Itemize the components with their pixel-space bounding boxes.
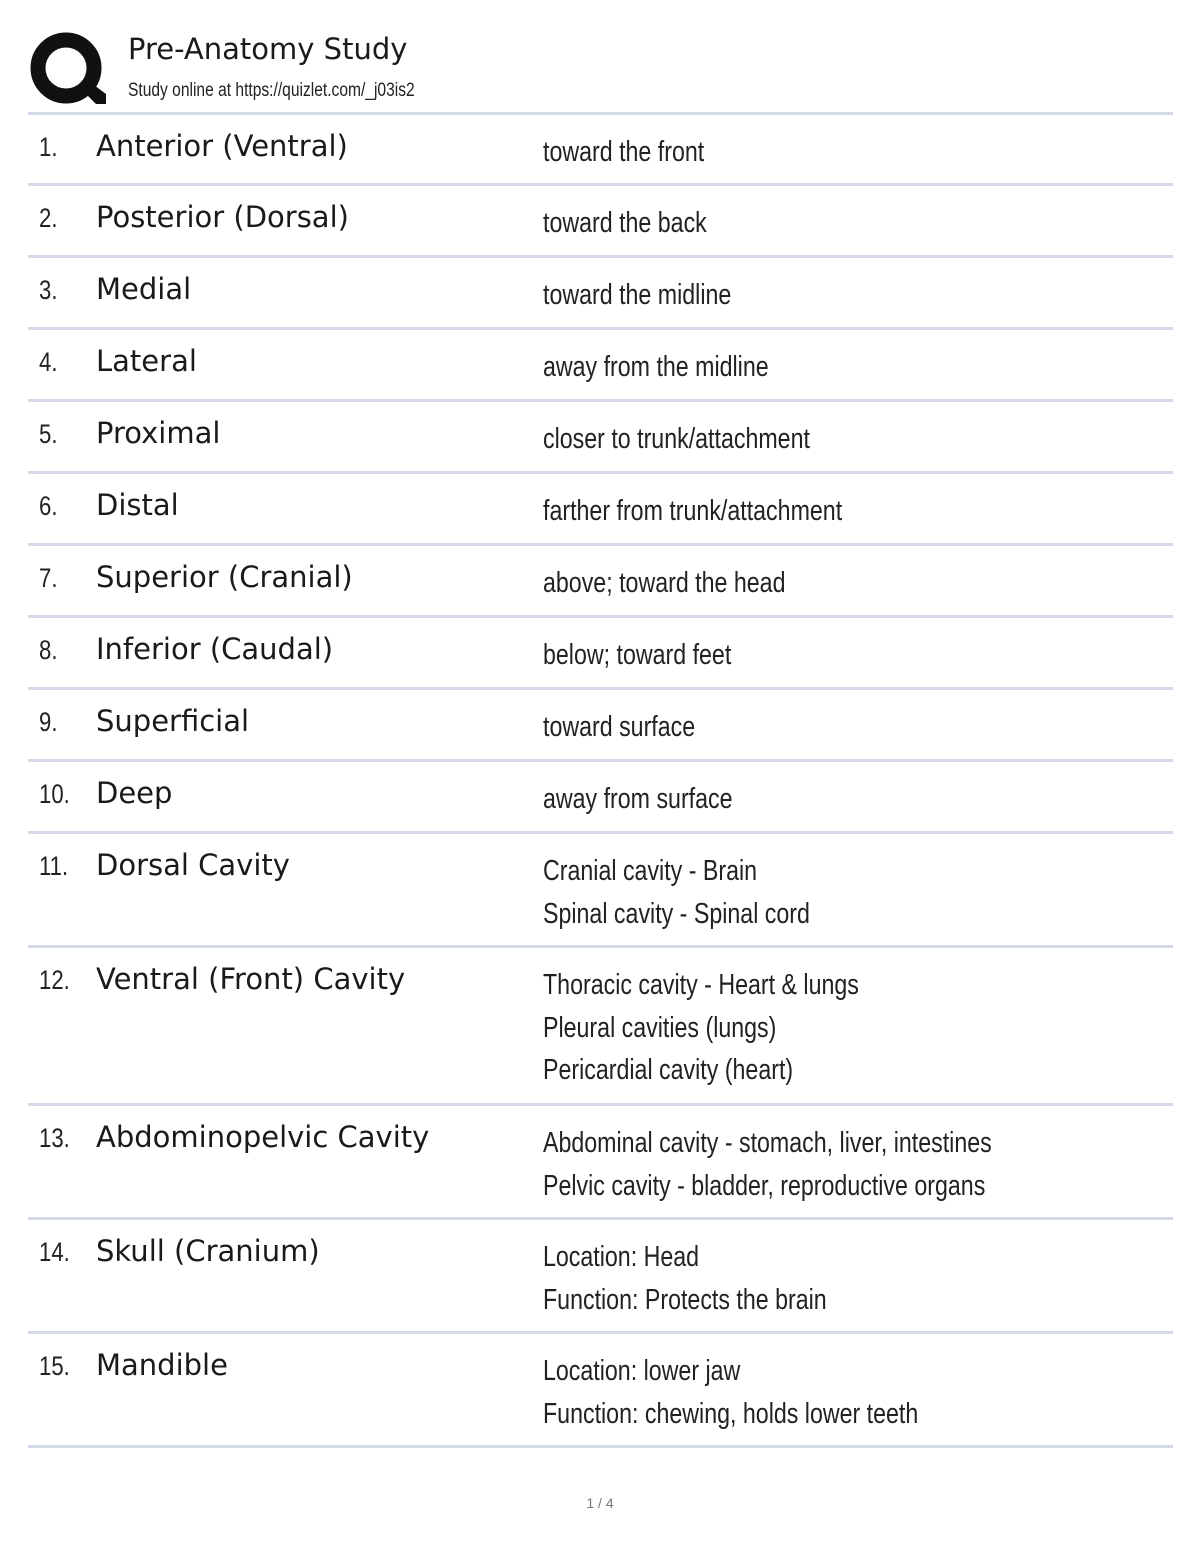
card-term: Ventral (Front) Cavity — [96, 962, 406, 996]
definition-line: Location: Head — [543, 1241, 700, 1273]
flashcard-list — [28, 112, 1173, 1448]
card-number: 12. — [39, 965, 70, 995]
card-number: 1. — [39, 132, 58, 162]
card-definition — [543, 274, 731, 317]
card-definition — [543, 1122, 992, 1207]
page-subtitle: Study online at https://quizlet.com/_j03is2 — [128, 80, 415, 101]
card-definition — [543, 562, 786, 605]
flashcard-row — [28, 186, 1173, 258]
card-term: Inferior (Caudal) — [96, 632, 334, 666]
flashcard-row — [28, 115, 1173, 186]
card-term: Posterior (Dorsal) — [96, 200, 349, 234]
definition-line: Function: chewing, holds lower teeth — [543, 1397, 919, 1430]
page-header — [30, 30, 1172, 110]
card-term: Lateral — [96, 344, 197, 378]
definition-line: farther from trunk/attachment — [543, 495, 843, 527]
card-number: 7. — [39, 563, 58, 593]
definition-line: Spinal cavity - Spinal cord — [543, 897, 810, 930]
definition-line: toward the front — [543, 136, 705, 168]
definition-line: Function: Protects the brain — [543, 1283, 827, 1316]
definition-line: Abdominal cavity - stomach, liver, intestines — [543, 1127, 992, 1159]
card-term: Superior (Cranial) — [96, 560, 353, 594]
definition-line: above; toward the head — [543, 567, 786, 599]
flashcard-row — [28, 948, 1173, 1106]
card-number: 4. — [39, 347, 58, 377]
card-number: 6. — [39, 491, 58, 521]
card-number: 3. — [39, 275, 58, 305]
card-number: 11. — [39, 851, 69, 881]
flashcard-row — [28, 1334, 1173, 1448]
definition-line: away from surface — [543, 783, 733, 815]
page-indicator: 1 / 4 — [586, 1495, 614, 1511]
card-definition — [543, 490, 842, 533]
card-term: Skull (Cranium) — [96, 1234, 320, 1268]
flashcard-row — [28, 330, 1173, 402]
definition-line: Thoracic cavity - Heart & lungs — [543, 969, 859, 1001]
flashcard-row — [28, 474, 1173, 546]
flashcard-row — [28, 690, 1173, 762]
flashcard-row — [28, 546, 1173, 618]
flashcard-row — [28, 762, 1173, 834]
card-number: 2. — [39, 203, 58, 233]
card-definition — [543, 634, 731, 677]
card-definition — [543, 778, 733, 821]
definition-line: Pleural cavities (lungs) — [543, 1011, 777, 1044]
card-number: 15. — [39, 1351, 70, 1381]
card-term: Proximal — [96, 416, 221, 450]
card-number: 5. — [39, 419, 58, 449]
card-term: Medial — [96, 272, 192, 306]
flashcard-row — [28, 618, 1173, 690]
definition-line: away from the midline — [543, 351, 769, 383]
card-number: 14. — [39, 1237, 70, 1267]
flashcard-row — [28, 258, 1173, 330]
definition-line: Pericardial cavity (heart) — [543, 1054, 794, 1086]
card-term: Deep — [96, 776, 173, 810]
card-term: Dorsal Cavity — [96, 848, 290, 882]
definition-line: toward the back — [543, 207, 707, 239]
flashcard-row — [28, 1220, 1173, 1334]
definition-line: below; toward feet — [543, 639, 732, 671]
card-definition — [543, 418, 810, 461]
card-term: Distal — [96, 488, 179, 522]
page-title: Pre-Anatomy Study — [128, 32, 408, 66]
card-definition — [543, 964, 859, 1092]
card-number: 10. — [39, 779, 70, 809]
card-definition — [543, 131, 704, 174]
definition-line: Location: lower jaw — [543, 1355, 741, 1387]
card-definition — [543, 1236, 827, 1321]
flashcard-row — [28, 1106, 1173, 1220]
flashcard-row — [28, 834, 1173, 948]
flashcard-row — [28, 402, 1173, 474]
card-definition — [543, 1350, 918, 1435]
definition-line: Cranial cavity - Brain — [543, 855, 758, 887]
quizlet-logo-icon — [30, 32, 106, 108]
card-definition — [543, 706, 695, 749]
definition-line: Pelvic cavity - bladder, reproductive organs — [543, 1169, 986, 1202]
card-number: 8. — [39, 635, 58, 665]
card-definition — [543, 202, 707, 245]
card-definition — [543, 850, 810, 935]
definition-line: toward surface — [543, 711, 696, 743]
card-term: Anterior (Ventral) — [96, 129, 348, 163]
card-term: Superficial — [96, 704, 250, 738]
card-number: 9. — [39, 707, 58, 737]
card-term: Mandible — [96, 1348, 228, 1382]
card-number: 13. — [39, 1123, 70, 1153]
definition-line: toward the midline — [543, 279, 732, 311]
card-term: Abdominopelvic Cavity — [96, 1120, 430, 1154]
card-definition — [543, 346, 769, 389]
definition-line: closer to trunk/attachment — [543, 423, 810, 455]
